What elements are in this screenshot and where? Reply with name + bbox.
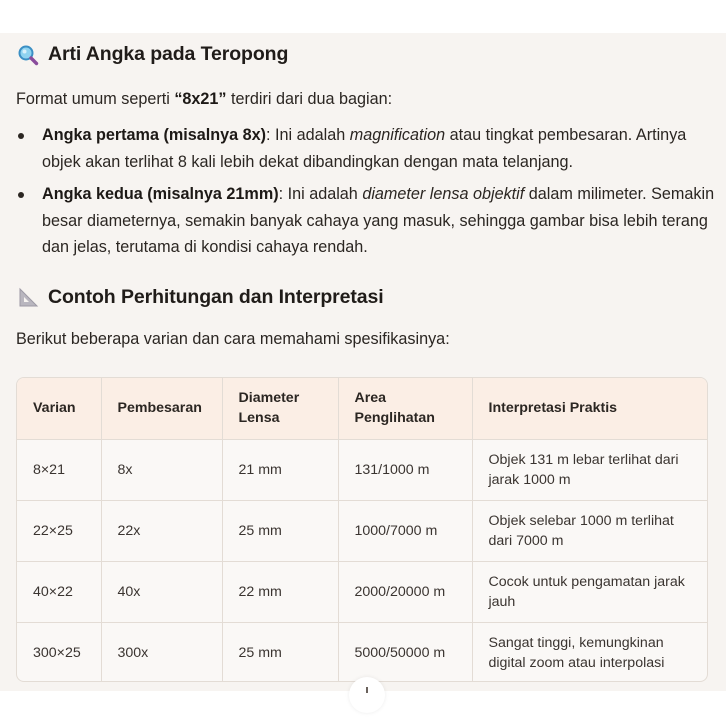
bullet-italic: diameter lensa objektif bbox=[362, 185, 525, 203]
cell-diameter: 21 mm bbox=[222, 439, 338, 500]
bullet-text: atau tingkat pembesaran. Artinya objek akan terlihat 8 kali lebih dekat dibandingkan dengan mata telanjang. bbox=[42, 126, 687, 171]
table-row bbox=[17, 500, 707, 561]
section-heading-arti-angka bbox=[16, 43, 288, 66]
table-row bbox=[17, 439, 707, 500]
section-title: Arti Angka pada Teropong bbox=[48, 43, 289, 65]
magnifying-glass-icon bbox=[16, 44, 40, 66]
bullet-text: dalam milimeter. Semakin besar diameternya, semakin banyak cahaya yang masuk, sehingga gambar bisa lebih terang dan jelas, terutama di kondisi cahaya rendah. bbox=[42, 185, 715, 256]
table-header-row bbox=[17, 378, 707, 439]
cell-diameter: 25 mm bbox=[222, 622, 338, 682]
bullet-item bbox=[16, 122, 716, 175]
cell-varian: 8×21 bbox=[17, 439, 101, 500]
cell-area: 2000/20000 m bbox=[338, 561, 472, 622]
section-title: Contoh Perhitungan dan Interpretasi bbox=[48, 286, 384, 308]
header-pembesaran: Pembesaran bbox=[101, 378, 222, 439]
cell-varian: 22×25 bbox=[17, 500, 101, 561]
intro-paragraph bbox=[16, 90, 392, 109]
bullet-dot bbox=[18, 133, 24, 139]
cell-varian: 300×25 bbox=[17, 622, 101, 682]
cell-interpretasi: Objek selebar 1000 m terlihat dari 7000 m bbox=[472, 500, 707, 561]
table-row bbox=[17, 561, 707, 622]
cell-area: 1000/7000 m bbox=[338, 500, 472, 561]
header-diameter-lensa: Diameter Lensa bbox=[222, 378, 338, 439]
cell-area: 131/1000 m bbox=[338, 439, 472, 500]
cell-area: 5000/50000 m bbox=[338, 622, 472, 682]
table-row bbox=[17, 622, 707, 682]
cell-interpretasi: Cocok untuk pengamatan jarak jauh bbox=[472, 561, 707, 622]
cell-pembesaran: 40x bbox=[101, 561, 222, 622]
header-interpretasi: Interpretasi Praktis bbox=[472, 378, 707, 439]
section-heading-contoh bbox=[16, 286, 384, 309]
spec-table bbox=[16, 377, 708, 682]
cell-pembesaran: 300x bbox=[101, 622, 222, 682]
bullet-dot bbox=[18, 192, 24, 198]
bullet-text: : Ini adalah bbox=[278, 185, 363, 203]
cell-diameter: 25 mm bbox=[222, 500, 338, 561]
bullet-list bbox=[16, 122, 716, 267]
cell-interpretasi: Objek 131 m lebar terlihat dari jarak 1000 m bbox=[472, 439, 707, 500]
bullet-item bbox=[16, 181, 716, 261]
table-intro: Berikut beberapa varian dan cara memahami spesifikasinya: bbox=[16, 330, 450, 348]
cell-diameter: 22 mm bbox=[222, 561, 338, 622]
bullet-bold: Angka kedua (misalnya 21mm) bbox=[42, 185, 279, 203]
message-content bbox=[0, 33, 726, 691]
intro-bold: “8x21” bbox=[174, 90, 227, 108]
cell-pembesaran: 8x bbox=[101, 439, 222, 500]
header-varian: Varian bbox=[17, 378, 101, 439]
header-area-penglihatan: Area Penglihatan bbox=[338, 378, 472, 439]
triangular-ruler-icon bbox=[16, 287, 40, 309]
cell-varian: 40×22 bbox=[17, 561, 101, 622]
scroll-down-button[interactable] bbox=[349, 677, 385, 713]
cell-interpretasi: Sangat tinggi, kemungkinan digital zoom atau interpolasi bbox=[488, 634, 665, 671]
intro-text: Format umum seperti bbox=[16, 90, 175, 108]
bullet-bold: Angka pertama (misalnya 8x) bbox=[42, 126, 267, 144]
bullet-text: : Ini adalah bbox=[266, 126, 350, 144]
arrow-down-icon bbox=[366, 687, 368, 693]
cell-pembesaran: 22x bbox=[101, 500, 222, 561]
intro-text-suffix: terdiri dari dua bagian: bbox=[226, 90, 393, 108]
bullet-italic: magnification bbox=[349, 126, 446, 144]
top-strip bbox=[0, 0, 726, 33]
